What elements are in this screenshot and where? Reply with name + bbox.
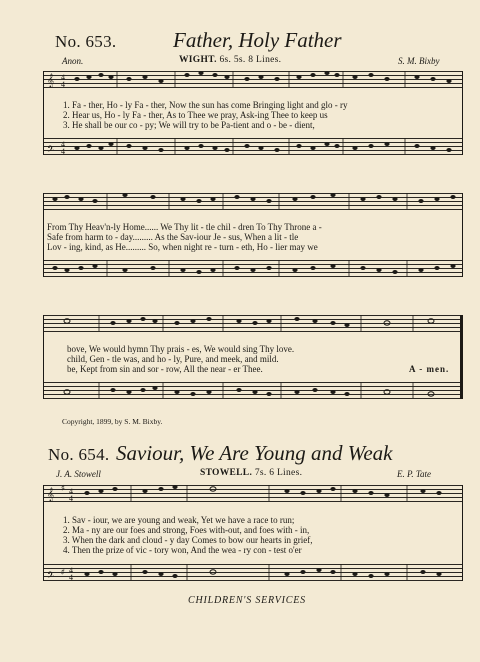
lyric-line-verse-1: bove, We would hymn Thy prais - es, We would sing Thy love.: [67, 344, 295, 354]
music-by: S. M. Bixby: [398, 56, 440, 66]
lyric-line-verse-4: 4. Then the prize of vic - tory won, And the wea - ry con - test o'er: [63, 545, 302, 555]
lines-count: 8 Lines.: [248, 55, 282, 65]
lyric-line-verse-2: Safe from harm to - day......... As the Sav-iour Je - sus, When a lit - tle: [47, 232, 299, 242]
lyric-line-verse-1: 1. Fa - ther, Ho - ly Fa - ther, Now the sun has come Bringing light and glo - ry: [63, 100, 348, 110]
music-by: E. P. Tate: [397, 469, 432, 479]
hymn-number: No. 654.: [48, 445, 110, 464]
amen: A - men.: [409, 364, 450, 374]
svg-text:4: 4: [61, 140, 65, 149]
music-system-3: [43, 312, 463, 410]
svg-text:𝄢: 𝄢: [47, 144, 55, 157]
page-footer: CHILDREN'S SERVICES: [188, 595, 306, 606]
lyric-line-verse-1: 1. Sav - iour, we are young and weak, Yet we have a race to run;: [63, 515, 295, 525]
hymn-title: Father, Holy Father: [173, 28, 342, 52]
lyric-line-verse-1: From Thy Heav'n-ly Home...... We Thy lit - tle chil - dren To Thy Throne a -: [47, 222, 322, 232]
svg-text:𝄞: 𝄞: [47, 487, 55, 501]
tune-name: STOWELL.: [200, 468, 253, 478]
svg-text:4: 4: [69, 494, 73, 503]
lyric-line-verse-2: 2. Ma - ny are our foes and strong, Foes with-out, and foes with - in,: [63, 525, 310, 535]
lines-count: 6 Lines.: [269, 468, 303, 478]
svg-text:4: 4: [61, 80, 65, 89]
hymn-number: No. 653.: [55, 32, 117, 51]
svg-text:4: 4: [61, 147, 65, 156]
copyright-notice: Copyright, 1899, by S. M. Bixby.: [62, 417, 163, 426]
svg-text:4: 4: [69, 566, 73, 575]
music-system-2: [43, 190, 463, 288]
svg-text:4: 4: [69, 487, 73, 496]
words-by: Anon.: [62, 56, 84, 66]
lyric-line-verse-3: 3. When the dark and cloud - y day Comes to bow our hearts in grief,: [63, 535, 313, 545]
lyric-line-verse-2: 2. Hear us, Ho - ly Fa - ther, As to Thee we pray, Ask-ing Thee to keep us: [63, 110, 328, 120]
meter: 7s.: [254, 468, 267, 478]
svg-text:4: 4: [61, 73, 65, 82]
music-system-1: [43, 68, 463, 166]
tune-name: WIGHT.: [179, 55, 217, 65]
hymn-title: Saviour, We Are Young and Weak: [116, 441, 393, 465]
svg-text:♯: ♯: [61, 568, 65, 576]
tune-meta: [200, 468, 302, 478]
lyric-line-verse-2: child, Gen - tle was, and ho - ly, Pure, and meek, and mild.: [67, 354, 279, 364]
lyric-line-verse-3: 3. He shall be our co - py; We will try to be Pa-tient and o - be - dient,: [63, 120, 315, 130]
lyric-line-verse-3: be, Kept from sin and sor - row, All the near - er Thee.: [67, 364, 263, 374]
svg-text:𝄞: 𝄞: [47, 73, 55, 87]
svg-text:𝄢: 𝄢: [47, 570, 55, 583]
svg-text:♯: ♯: [61, 484, 65, 492]
meter: 6s. 5s.: [219, 55, 246, 65]
tune-meta: [179, 55, 281, 65]
svg-text:4: 4: [69, 573, 73, 582]
lyric-line-verse-3: Lov - ing, kind, as He......... So, when night re - turn - eth, Ho - lier may we: [47, 242, 318, 252]
music-system-1: [43, 482, 463, 592]
words-by: J. A. Stowell: [56, 469, 101, 479]
